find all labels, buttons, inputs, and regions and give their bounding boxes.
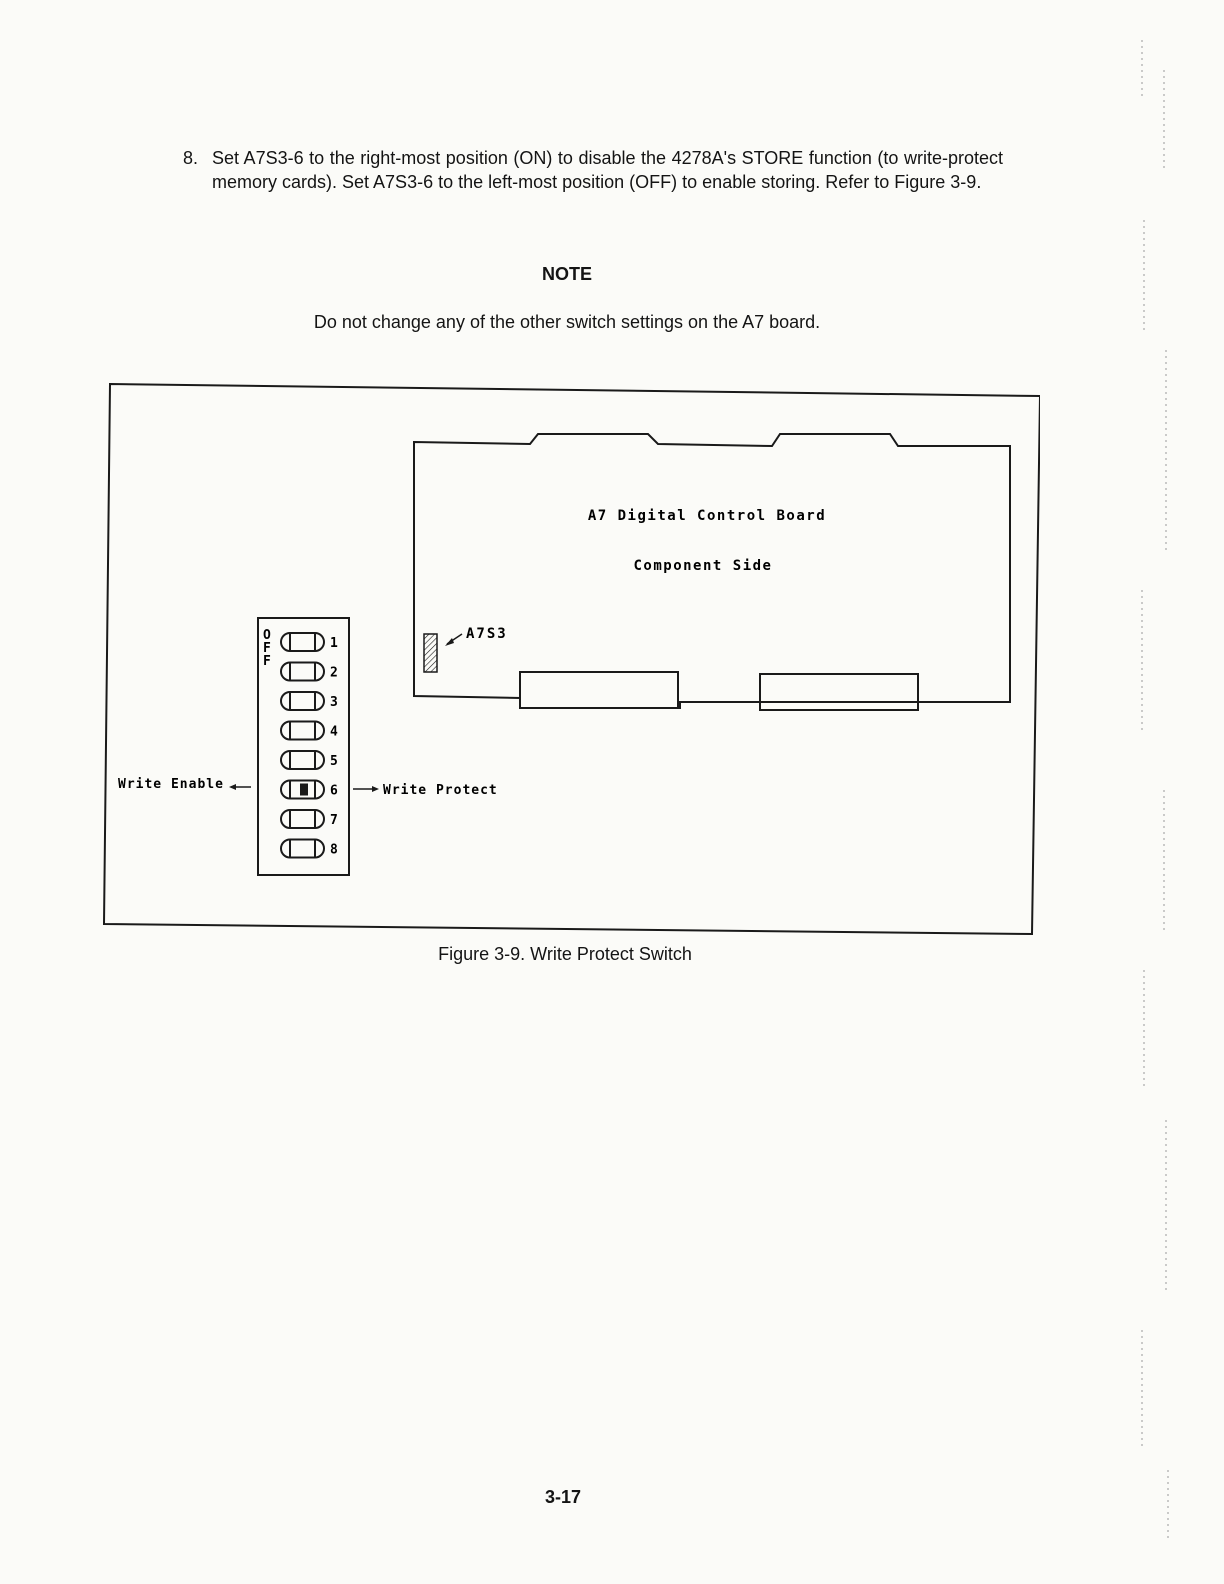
dip-toggle-number: 2: [330, 665, 338, 681]
dip-toggle-1: [281, 633, 338, 651]
board-subtitle: Component Side: [633, 558, 773, 574]
scan-margin-marks: [1130, 30, 1180, 1550]
note-title: NOTE: [541, 264, 592, 284]
board-title: A7 Digital Control Board: [587, 508, 827, 524]
page-number: 3-17: [544, 1487, 582, 1507]
dip-toggle-number: 6: [330, 783, 338, 799]
note-body: Do not change any of the other switch settings on the A7 board.: [313, 312, 821, 332]
write-protect-label: Write Protect: [383, 783, 498, 798]
off-label: [263, 628, 271, 669]
dip-toggle-number: 5: [330, 754, 338, 769]
step-number: 8.: [183, 148, 199, 168]
dip-toggle-7: [281, 810, 338, 828]
off-letter: F: [263, 654, 271, 669]
dip-switch-body: [258, 618, 349, 875]
off-letter: O: [263, 628, 271, 643]
off-letter: F: [263, 641, 271, 656]
figure-drawing: [100, 380, 1040, 940]
dip-toggle-number: 4: [330, 724, 338, 740]
dip-switch-toggles: [281, 633, 338, 858]
dip-toggle-6-knob: [300, 784, 308, 796]
switch-location-marker: [424, 634, 437, 672]
figure-3-9: [100, 380, 1040, 940]
dip-toggle-6: [281, 781, 338, 799]
figure-caption: Figure 3-9. Write Protect Switch: [438, 944, 692, 964]
dip-toggle-number: 7: [330, 813, 338, 828]
board-connector-right: [760, 674, 918, 710]
step-8: [183, 146, 1003, 194]
switch-ref-label: A7S3: [466, 626, 508, 642]
write-enable-label: Write Enable: [118, 777, 224, 792]
dip-toggle-3: [281, 692, 338, 710]
step-text: Set A7S3-6 to the right-most position (ON) to disable the 4278A's STORE function (to write-protect memory cards). Set A7S3-6 to the left-most position (OFF) to enable storing. Refer to Figure 3-9.: [212, 148, 1003, 192]
dip-toggle-number: 3: [330, 695, 338, 710]
dip-toggle-4: [281, 722, 338, 740]
board-connector-left: [520, 672, 678, 708]
dip-toggle-8: [281, 840, 338, 858]
figure-frame: [104, 384, 1040, 934]
dip-toggle-number: 8: [330, 842, 338, 858]
dip-toggle-5: [281, 751, 338, 769]
dip-toggle-2: [281, 663, 338, 681]
dip-toggle-number: 1: [330, 636, 338, 651]
